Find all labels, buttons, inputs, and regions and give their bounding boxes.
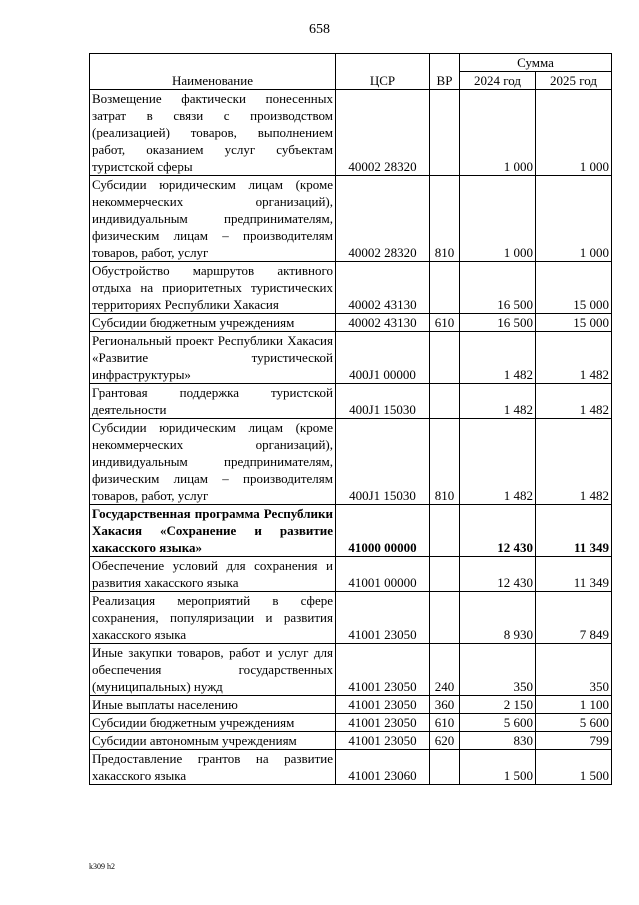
table-row [90, 644, 612, 696]
row-amount-2025: 1 500 [536, 750, 612, 785]
row-name: Обустройство маршрутов активного отдыха на приоритетных туристических территориях Республики Хакасия [90, 262, 336, 314]
row-vr: 810 [430, 176, 460, 262]
row-csr: 41001 23050 [336, 732, 430, 750]
row-csr: 40002 28320 [336, 90, 430, 176]
header-year-2024: 2024 год [460, 72, 536, 90]
row-amount-2024: 1 482 [460, 419, 536, 505]
row-name: Иные выплаты населению [90, 696, 336, 714]
row-name: Иные закупки товаров, работ и услуг для обеспечения государственных (муниципальных) нужд [90, 644, 336, 696]
table-row [90, 732, 612, 750]
table-body [90, 90, 612, 785]
row-amount-2025: 1 000 [536, 90, 612, 176]
row-csr: 40002 28320 [336, 176, 430, 262]
row-amount-2024: 1 482 [460, 332, 536, 384]
row-csr: 40002 43130 [336, 262, 430, 314]
table-row [90, 592, 612, 644]
table-row [90, 90, 612, 176]
table-row [90, 714, 612, 732]
row-name: Возмещение фактически понесенных затрат в связи с производством (реализацией) товаров, выполнением работ, оказанием услуг субъектам туристской сферы [90, 90, 336, 176]
row-amount-2024: 1 000 [460, 176, 536, 262]
row-csr: 400J1 00000 [336, 332, 430, 384]
row-name: Субсидии бюджетным учреждениям [90, 714, 336, 732]
row-csr: 400J1 15030 [336, 384, 430, 419]
footer-code: k309 h2 [89, 862, 115, 871]
row-amount-2024: 830 [460, 732, 536, 750]
row-amount-2025: 11 349 [536, 557, 612, 592]
row-vr [430, 332, 460, 384]
row-amount-2025: 15 000 [536, 314, 612, 332]
page-number: 658 [309, 22, 330, 37]
table-row [90, 419, 612, 505]
header-sum: Сумма [460, 54, 612, 72]
row-amount-2024: 1 000 [460, 90, 536, 176]
row-vr: 610 [430, 314, 460, 332]
row-vr: 810 [430, 419, 460, 505]
row-csr: 41001 23050 [336, 644, 430, 696]
row-vr: 610 [430, 714, 460, 732]
table-row [90, 750, 612, 785]
row-amount-2025: 1 000 [536, 176, 612, 262]
row-name: Реализация мероприятий в сфере сохранения, популяризации и развития хакасского языка [90, 592, 336, 644]
row-name: Субсидии бюджетным учреждениям [90, 314, 336, 332]
row-vr [430, 557, 460, 592]
table-row [90, 262, 612, 314]
table-row [90, 314, 612, 332]
row-amount-2025: 1 100 [536, 696, 612, 714]
row-vr [430, 750, 460, 785]
table-header [90, 54, 612, 90]
row-name: Государственная программа Республики Хакасия «Сохранение и развитие хакасского языка» [90, 505, 336, 557]
header-csr: ЦСР [336, 54, 430, 90]
table-row [90, 557, 612, 592]
row-amount-2025: 1 482 [536, 419, 612, 505]
row-vr [430, 592, 460, 644]
row-vr: 620 [430, 732, 460, 750]
row-vr: 360 [430, 696, 460, 714]
header-name: Наименование [90, 54, 336, 90]
row-amount-2024: 8 930 [460, 592, 536, 644]
table-row [90, 384, 612, 419]
row-vr [430, 505, 460, 557]
row-amount-2024: 16 500 [460, 314, 536, 332]
row-amount-2025: 15 000 [536, 262, 612, 314]
table-row [90, 332, 612, 384]
row-csr: 41001 23050 [336, 592, 430, 644]
row-amount-2025: 5 600 [536, 714, 612, 732]
row-csr: 41001 23050 [336, 714, 430, 732]
header-vr: ВР [430, 54, 460, 90]
row-amount-2024: 1 482 [460, 384, 536, 419]
row-name: Региональный проект Республики Хакасия «Развитие туристической инфраструктуры» [90, 332, 336, 384]
row-amount-2024: 12 430 [460, 557, 536, 592]
row-name: Предоставление грантов на развитие хакасского языка [90, 750, 336, 785]
row-csr: 41001 23060 [336, 750, 430, 785]
table-row [90, 505, 612, 557]
row-csr: 40002 43130 [336, 314, 430, 332]
row-amount-2024: 16 500 [460, 262, 536, 314]
row-amount-2025: 11 349 [536, 505, 612, 557]
row-vr [430, 262, 460, 314]
row-name: Грантовая поддержка туристской деятельности [90, 384, 336, 419]
row-name: Обеспечение условий для сохранения и развития хакасского языка [90, 557, 336, 592]
row-csr: 41001 00000 [336, 557, 430, 592]
row-name: Субсидии юридическим лицам (кроме некоммерческих организаций), индивидуальным предпринимателям, физическим лицам – производителям товаров, работ, услуг [90, 419, 336, 505]
row-amount-2025: 799 [536, 732, 612, 750]
row-amount-2024: 350 [460, 644, 536, 696]
table-row [90, 696, 612, 714]
row-vr [430, 384, 460, 419]
header-year-2025: 2025 год [536, 72, 612, 90]
row-amount-2025: 1 482 [536, 332, 612, 384]
row-amount-2025: 7 849 [536, 592, 612, 644]
row-amount-2024: 1 500 [460, 750, 536, 785]
row-name: Субсидии автономным учреждениям [90, 732, 336, 750]
row-name: Субсидии юридическим лицам (кроме некоммерческих организаций), индивидуальным предпринимателям, физическим лицам – производителям товаров, работ, услуг [90, 176, 336, 262]
row-csr: 400J1 15030 [336, 419, 430, 505]
row-vr [430, 90, 460, 176]
row-vr: 240 [430, 644, 460, 696]
budget-table [89, 53, 612, 785]
row-amount-2024: 12 430 [460, 505, 536, 557]
row-amount-2025: 1 482 [536, 384, 612, 419]
row-amount-2025: 350 [536, 644, 612, 696]
table-row [90, 176, 612, 262]
row-amount-2024: 5 600 [460, 714, 536, 732]
row-csr: 41001 23050 [336, 696, 430, 714]
row-csr: 41000 00000 [336, 505, 430, 557]
row-amount-2024: 2 150 [460, 696, 536, 714]
